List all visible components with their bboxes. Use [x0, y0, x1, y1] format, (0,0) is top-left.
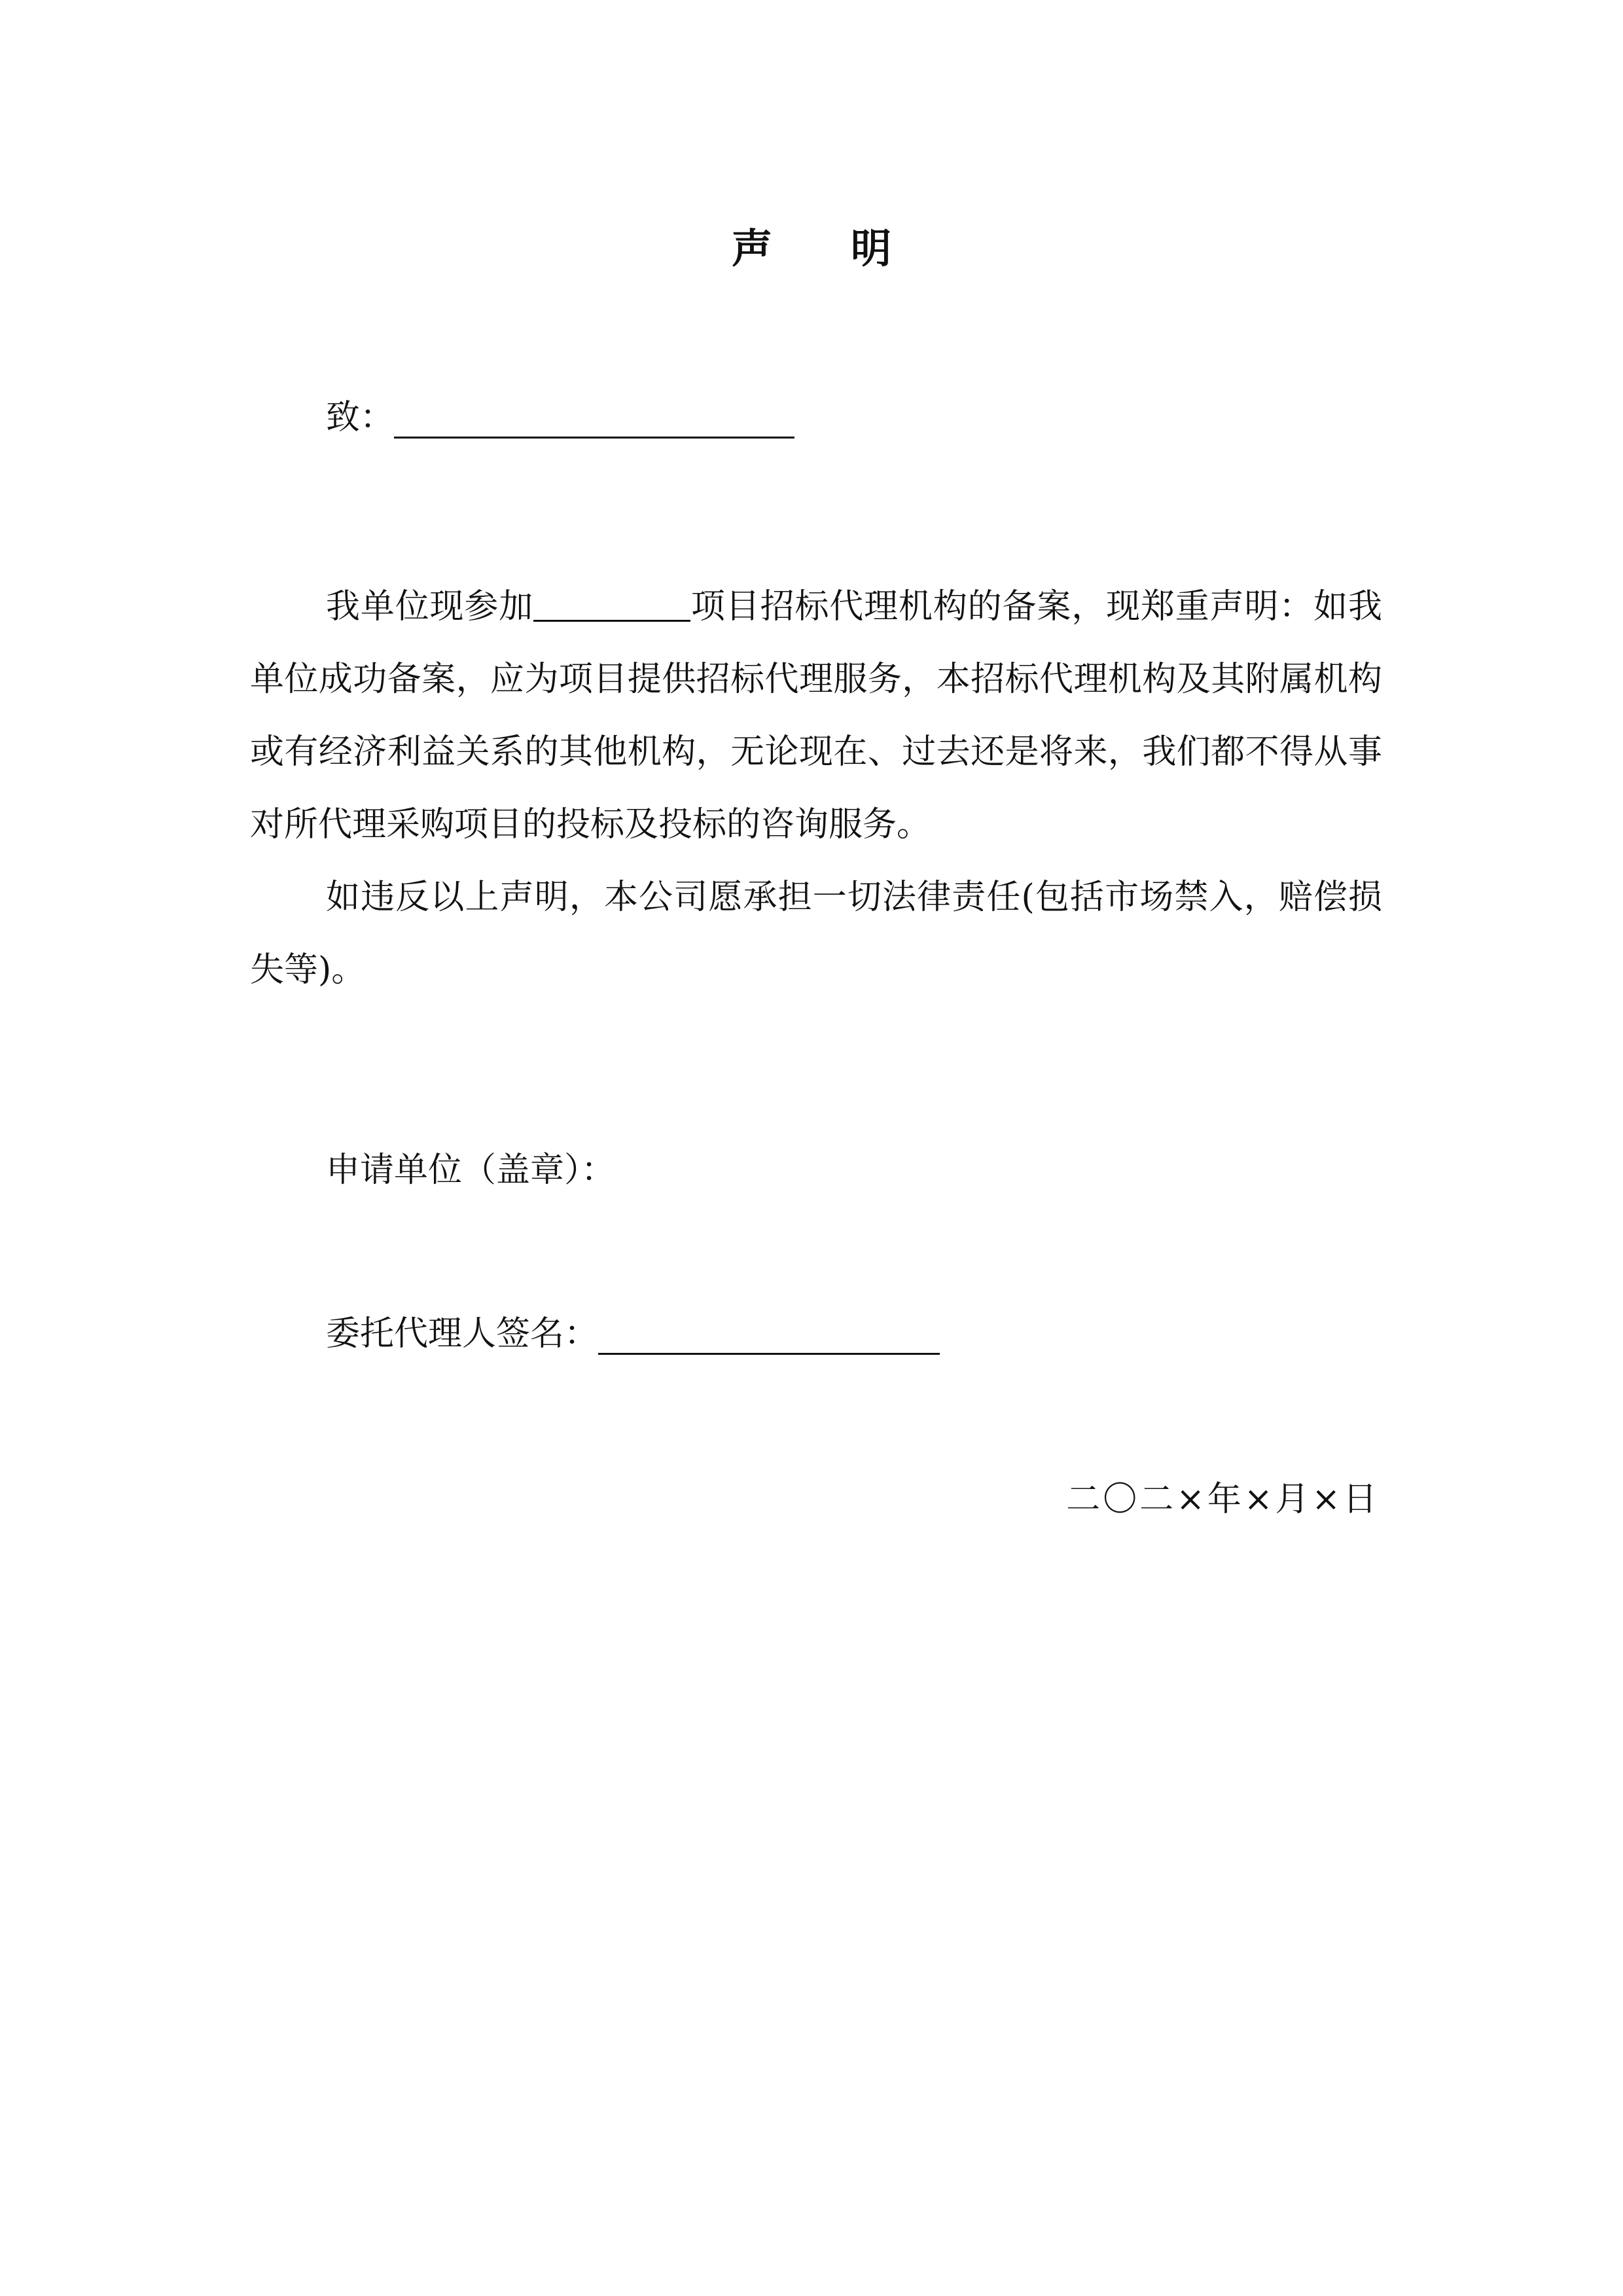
addressee-blank[interactable]: [394, 399, 794, 439]
addressee-label: 致：: [326, 398, 395, 437]
addressee-line: [326, 389, 794, 439]
agent-signature-blank[interactable]: [598, 1315, 940, 1355]
project-name-blank[interactable]: [533, 586, 690, 622]
paragraph-1-rest: 项目招标代理机构的备案，现郑重声明：如我单位成功备案，应为项目提供招标代理服务，本招标代理机构及其附属机构或有经济利益关系的其他机构，无论现在、过去还是将来，我们都不得从事对所代理采购项目的投标及投标的咨询服务。: [250, 587, 1382, 844]
agent-signature-line: [326, 1306, 940, 1355]
document-title: 声明: [731, 224, 970, 272]
applicant-label: 申请单位（盖章）：: [326, 1151, 616, 1190]
paragraph-1-lead: 我单位现参加: [326, 587, 534, 626]
document-date: 二〇二×年×月×日: [1066, 1480, 1380, 1519]
declaration-body: [250, 571, 1382, 1007]
agent-label: 委托代理人签名：: [326, 1314, 599, 1354]
declaration-paragraph-1: [250, 571, 1382, 861]
declaration-paragraph-2: 如违反以上声明，本公司愿承担一切法律责任(包括市场禁入，赔偿损失等)。: [250, 878, 1382, 990]
applicant-seal-line: [326, 1142, 615, 1191]
